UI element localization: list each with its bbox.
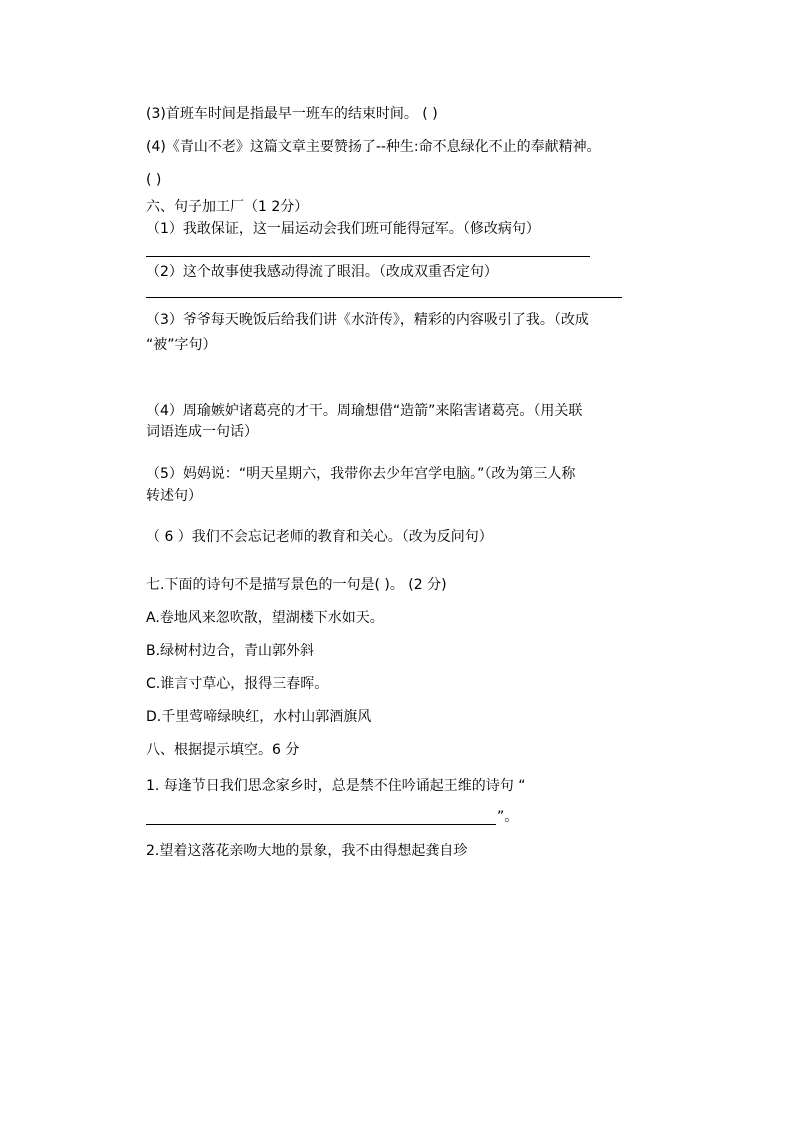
judge-question-4: (4)《青山不老》这篇文章主要赞扬了--种生:命不息绿化不止的奉献精神。 <box>146 139 601 155</box>
judge-question-4-answer: ( ) <box>146 172 162 188</box>
answer-line-1 <box>146 256 590 257</box>
section-6-item-3: （3）爷爷每天晚饭后给我们讲《水浒传》，精彩的内容吸引了我。（改成 <box>146 312 589 328</box>
section-6-item-5: （5）妈妈说：“明天星期六，我带你去少年宫学电脑。”（改为第三人称 <box>146 466 576 482</box>
option-b: B.绿树村边合，青山郭外斜 <box>146 643 315 659</box>
section-8-question-1-end: ”。 <box>497 809 519 825</box>
option-c: C.谁言寸草心，报得三春晖。 <box>146 676 329 692</box>
section-6-item-5-cont: 转述句） <box>146 488 202 504</box>
section-6-item-4-cont: 词语连成一句话） <box>146 424 258 440</box>
fill-blank-line <box>146 824 496 825</box>
section-8-question-1: 1. 每逢节日我们思念家乡时，总是禁不住吟诵起王维的诗句 “ <box>146 778 526 794</box>
judge-question-3: (3)首班车时间是指最早一班车的结束时间。 ( ) <box>146 106 438 122</box>
section-6-title: 六、句子加工厂（1 2分） <box>146 199 309 215</box>
section-6-item-6: （ 6 ）我们不会忘记老师的教育和关心。（改为反问句） <box>146 529 493 545</box>
answer-line-2 <box>146 297 622 298</box>
section-7-title: 七.下面的诗句不是描写景色的一句是( )。 (2 分) <box>146 577 447 593</box>
section-6-item-2: （2）这个故事使我感动得流了眼泪。（改成双重否定句） <box>146 264 498 280</box>
section-6-item-3-cont: “被”字句） <box>146 337 217 353</box>
section-6-item-4: （4）周瑜嫉妒诸葛亮的才干。周瑜想借“造箭”来陷害诸葛亮。（用关联 <box>146 403 583 419</box>
option-d: D.千里莺啼绿映红，水村山郭酒旗风 <box>146 709 372 725</box>
option-a: A.卷地风来忽吹散，望湖楼下水如天。 <box>146 610 384 626</box>
section-8-title: 八、根据提示填空。6 分 <box>146 742 300 758</box>
section-8-question-2: 2.望着这落花亲吻大地的景象，我不由得想起龚自珍 <box>146 843 468 859</box>
section-6-item-1: （1）我敢保证，这一届运动会我们班可能得冠军。（修改病句） <box>146 221 540 237</box>
